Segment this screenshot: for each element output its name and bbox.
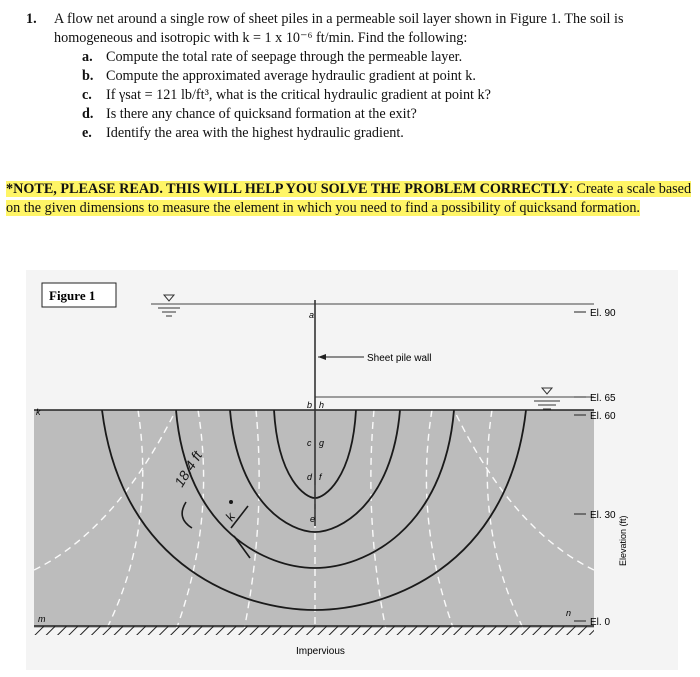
elevation-axis-label: Elevation (ft)	[618, 515, 628, 566]
point-d: d	[307, 472, 313, 482]
question-intro-line1: A flow net around a single row of sheet piles in a permeable soil layer shown in Figure 1. The soil is	[54, 11, 624, 27]
note-rest: : Create a scale based on the given dimensions to measure the element in which you need to find a possibility of quicksand formation.	[6, 181, 692, 216]
point-b: b	[307, 400, 313, 410]
question-part-b	[26, 67, 686, 86]
elevation-30: El. 30	[590, 510, 616, 521]
point-n: n	[566, 608, 572, 618]
part-text: Is there any chance of quicksand formation at the exit?	[106, 106, 417, 122]
part-label: c.	[82, 87, 92, 103]
part-text: If γsat = 121 lb/ft³, what is the critical hydraulic gradient at point k?	[106, 87, 491, 103]
flow-net-diagram	[26, 270, 678, 670]
part-label: e.	[82, 125, 92, 141]
point-e: e	[310, 514, 316, 524]
part-text: Compute the approximated average hydraulic gradient at point k.	[106, 68, 476, 84]
question-part-c	[26, 86, 686, 105]
question-part-a	[26, 48, 686, 67]
question-intro-line2: homogeneous and isotropic with k = 1 x 10⁻⁶ ft/min. Find the following:	[54, 30, 468, 46]
point-a: a	[309, 310, 315, 320]
question-part-e	[26, 124, 686, 143]
point-h: h	[319, 400, 325, 410]
question-part-d	[26, 105, 686, 124]
point-f: f	[319, 472, 322, 482]
impervious-label: Impervious	[296, 646, 345, 657]
question-intro	[26, 10, 686, 48]
elevation-0: El. 0	[590, 617, 611, 628]
point-g: g	[319, 438, 325, 448]
part-text: Identify the area with the highest hydraulic gradient.	[106, 125, 404, 141]
handwritten-k: k	[222, 509, 239, 524]
elevation-65: El. 65	[590, 393, 616, 404]
part-label: d.	[82, 106, 94, 122]
impervious-hatch	[34, 626, 594, 635]
elevation-60: El. 60	[590, 411, 616, 422]
point-c: c	[307, 438, 312, 448]
figure-1	[26, 270, 678, 670]
figure-title: Figure 1	[49, 288, 96, 303]
point-k: k	[36, 407, 41, 417]
elevation-90: El. 90	[590, 308, 616, 319]
handwritten-length: 18.4 ft	[170, 448, 206, 490]
note-bold: *NOTE, PLEASE READ. THIS WILL HELP YOU SOLVE THE PROBLEM CORRECTLY	[6, 181, 569, 197]
highlighted-note	[6, 180, 694, 218]
part-label: a.	[82, 49, 93, 65]
part-text: Compute the total rate of seepage through the permeable layer.	[106, 49, 463, 65]
sheet-pile-label: Sheet pile wall	[367, 353, 432, 364]
point-m: m	[38, 614, 46, 624]
question-number: 1.	[26, 11, 37, 27]
part-label: b.	[82, 68, 94, 84]
question-block	[26, 10, 686, 143]
